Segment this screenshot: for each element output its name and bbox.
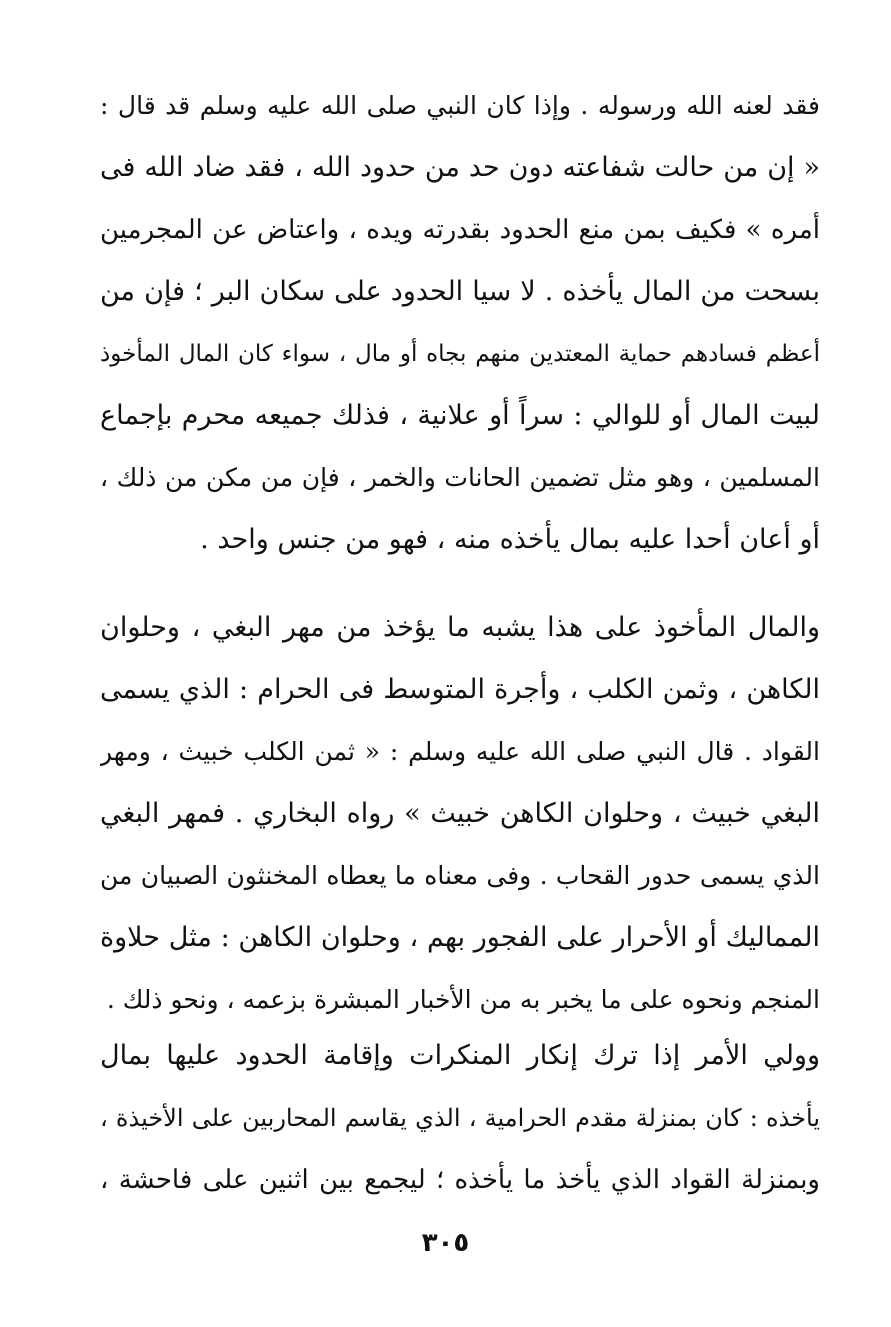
page-number: ٣٠٥ [421,1228,470,1258]
text-line: المنجم ونحوه على ما يخبر به من الأخبار المبشرة بزعمه ، ونحو ذلك . [106,985,820,1014]
text-line: المماليك أو الأحرار على الفجور بهم ، وحلوان الكاهن : مثل حلاوة [100,922,820,953]
paragraph-2 [100,597,820,1031]
text-line: وبمنزلة القواد الذي يأخذ ما يأخذه ؛ ليجمع بين اثنين على فاحشة ، [100,1165,820,1195]
text-line: وولي الأمر إذا ترك إنكار المنكرات وإقامة الحدود عليها بمال [100,1040,820,1071]
text-line: القواد . قال النبي صلى الله عليه وسلم : « ثمن الكلب خبيث ، ومهر [100,737,820,766]
text-line: والمال المأخوذ على هذا يشبه ما يؤخذ من مهر البغي ، وحلوان [100,612,820,643]
text-line: بسحت من المال يأخذه . لا سيا الحدود على سكان البر ؛ فإن من [100,276,820,307]
paragraph-1 [100,75,820,571]
text-line: فقد لعنه الله ورسوله . وإذا كان النبي صلى الله عليه وسلم قد قال : [100,91,820,120]
text-line: الكاهن ، وثمن الكلب ، وأجرة المتوسط فى الحرام : الذي يسمى [100,674,820,705]
text-line: البغي خبيث ، وحلوان الكاهن خبيث » رواه البخاري . فمهر البغي [100,798,820,829]
text-line: الذي يسمى حدور القحاب . وفى معناه ما يعطاه المخنثون الصبيان من [100,861,820,890]
paragraph-3 [100,1025,820,1211]
text-line: يأخذه : كان بمنزلة مقدم الحرامية ، الذي يقاسم المحاربين على الأخيذة ، [100,1104,820,1132]
text-line: أعظم فسادهم حماية المعتدين منهم بجاه أو مال ، سواء كان المال المأخوذ [100,341,820,367]
text-line: أو أعان أحدا عليه بمال يأخذه منه ، فهو من جنس واحد . [200,524,820,555]
text-line: « إن من حالت شفاعته دون حد من حدود الله ، فقد ضاد الله فى [100,152,820,183]
text-line: المسلمين ، وهو مثل تضمين الحانات والخمر ، فإن من مكن من ذلك ، [100,463,820,492]
text-line: أمره » فكيف بمن منع الحدود بقدرته ويده ، واعتاض عن المجرمين [100,215,820,245]
text-line: لبيت المال أو للوالي : سراً أو علانية ، فذلك جميعه محرم بإجماع [100,400,820,431]
